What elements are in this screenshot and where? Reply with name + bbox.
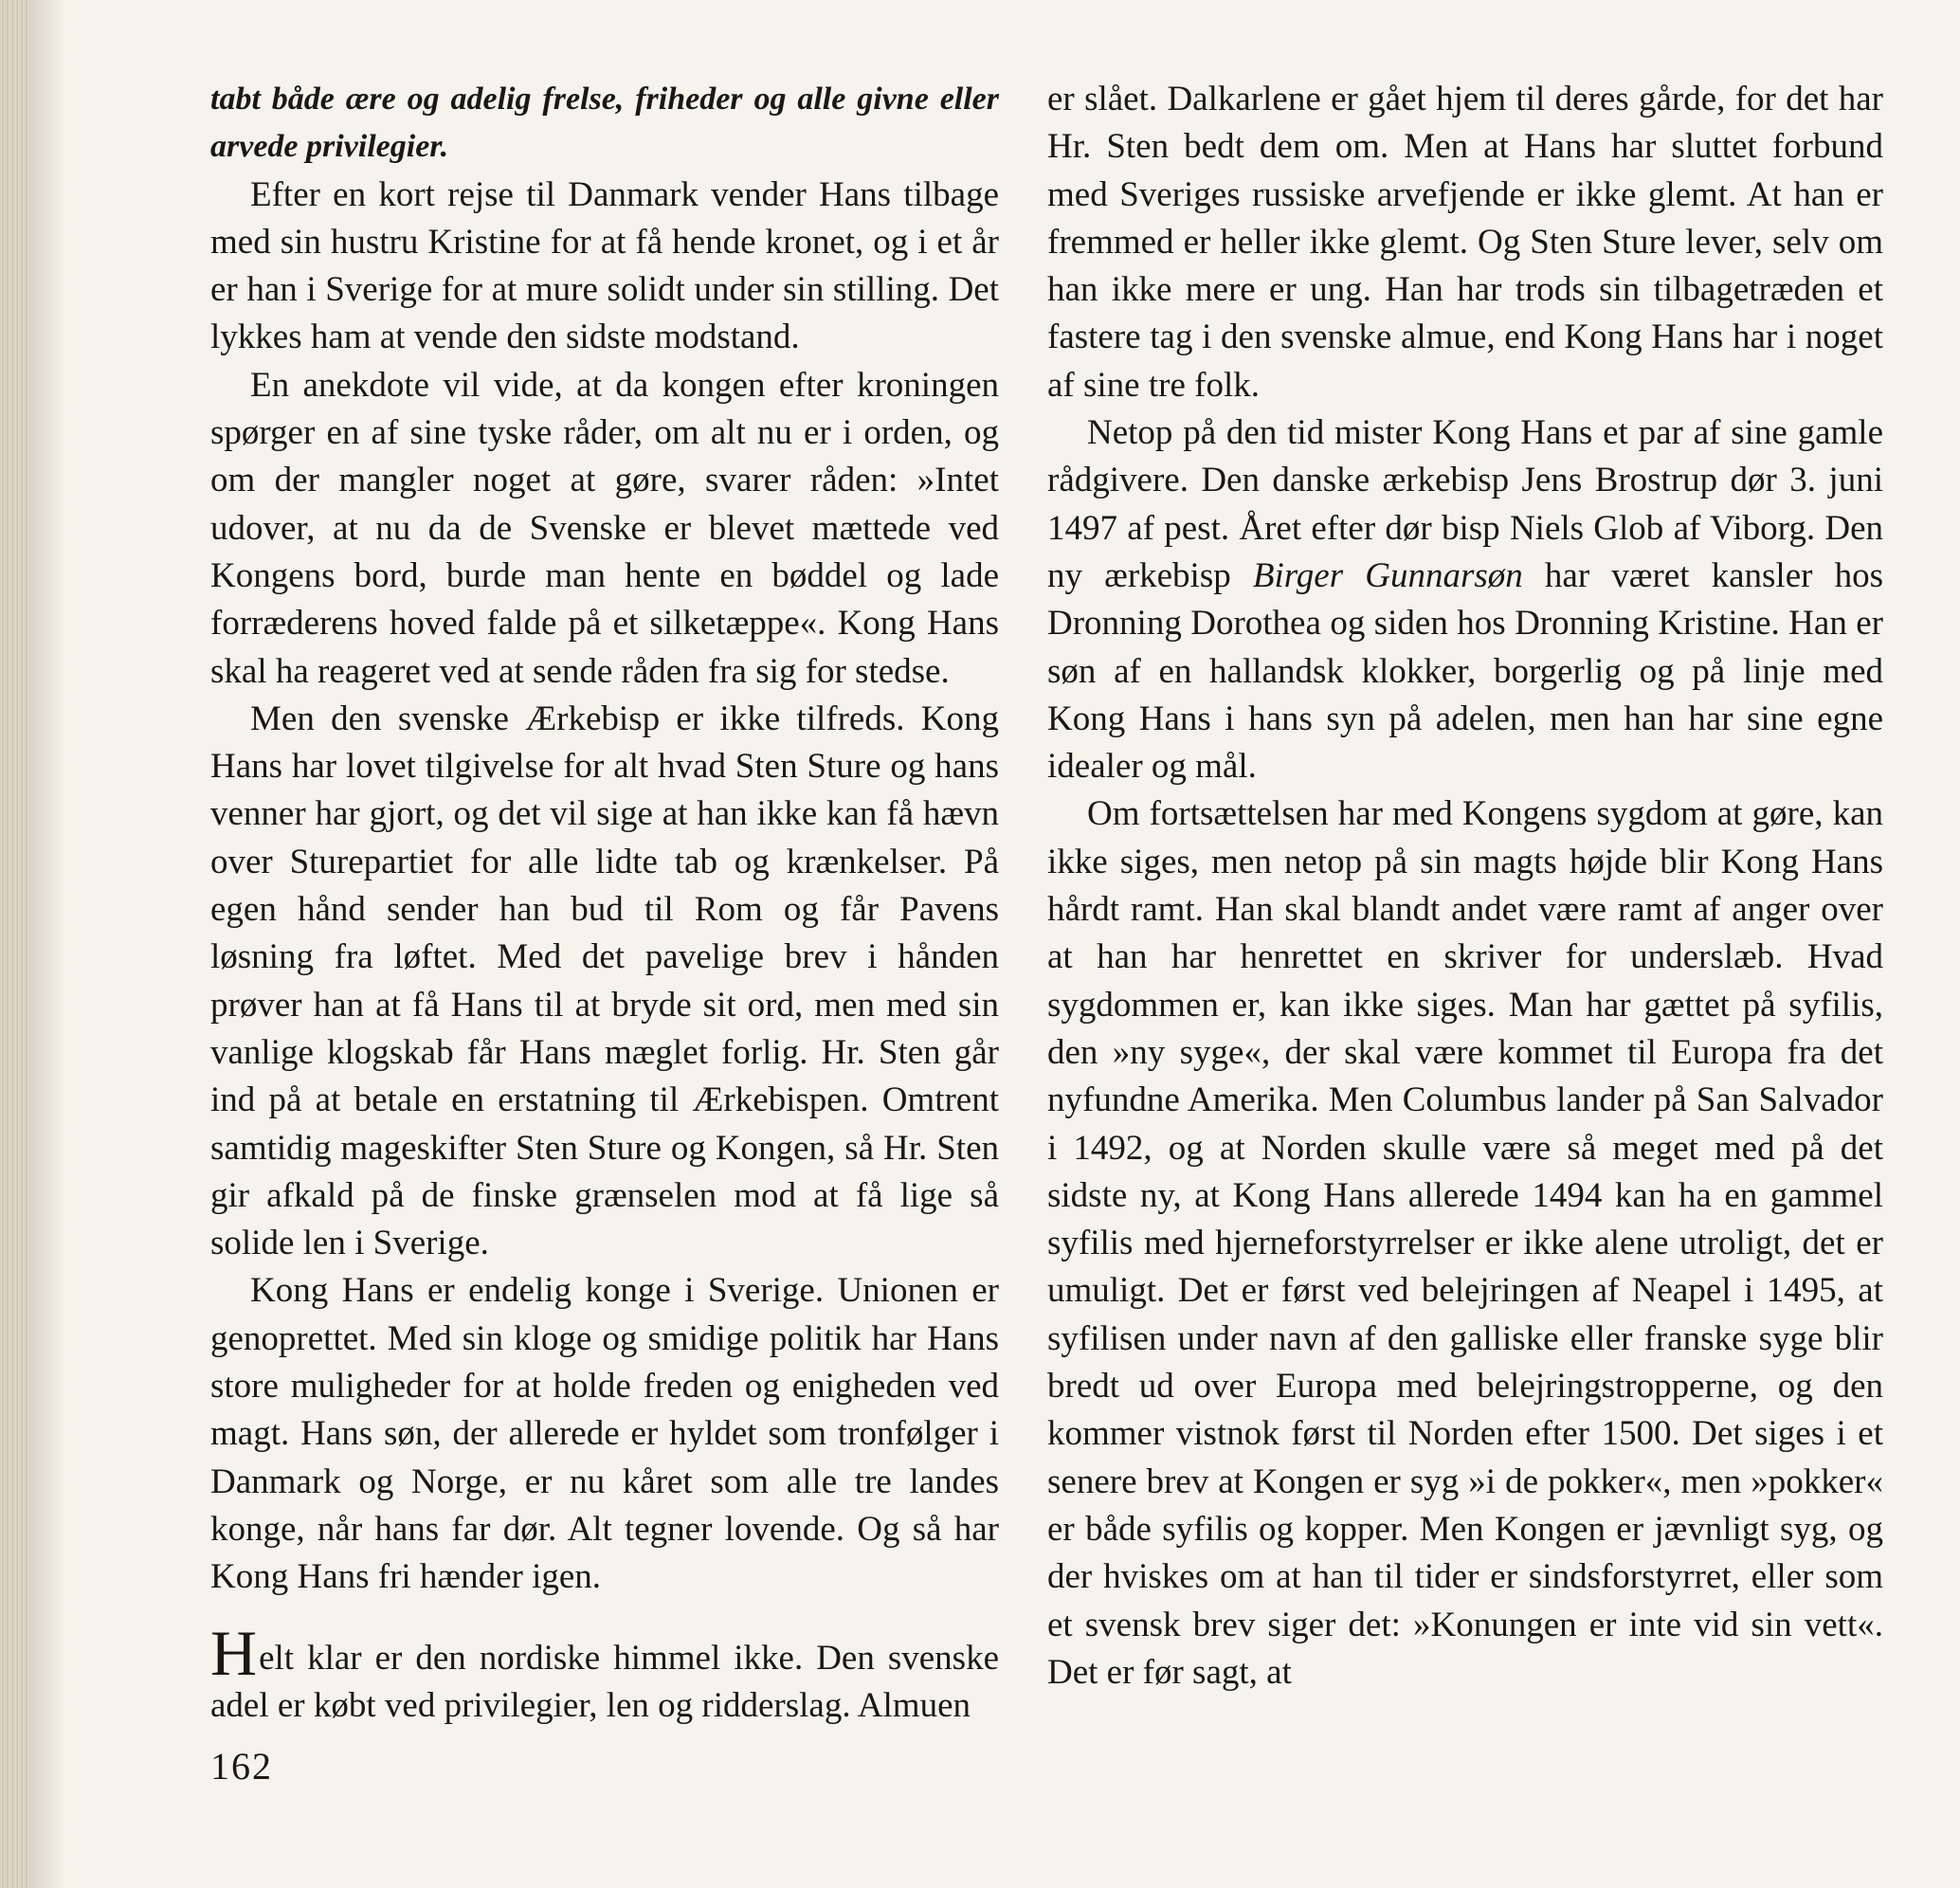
paragraph-text: elt klar er den nordiske himmel ikke. Den svenske adel er købt ved privilegier, len og ridderslag. Almuen (210, 1638, 999, 1725)
paragraph: Men den svenske Ærkebisp er ikke tilfreds. Kong Hans har lovet tilgivelse for alt hvad Sten Sture og hans venner har gjort, og det vil sige at han ikke kan få hævn over Sturepartiet for alle lidte tab og krænkelser. På egen hånd sender han bud til Rom og får Pavens løsning fra løftet. Med det pavelige brev i hånden prøver han at få Hans til at bryde sit ord, men med sin vanlige klogskab får Hans mæglet forlig. Hr. Sten går ind på at betale en erstatning til Ærkebispen. Omtrent samtidig mageskifter Sten Sture og Kongen, så Hr. Sten gir afkald på de finske grænselen mod at få lige så solide len i Sverige. (210, 699, 999, 1263)
drop-cap: H (210, 1616, 258, 1689)
paragraph: En anekdote vil vide, at da kongen efter kroningen spørger en af sine tyske råder, om alt nu er i orden, og om der mangler noget at gøre, svarer råden: »Intet udover, at nu da de Svenske er blevet mættede ved Kongens bord, burde man hente en bøddel og lade forræderens hoved falde på et silketæppe«. Kong Hans skal ha reageret ved at sende råden fra sig for stedse. (210, 365, 999, 691)
right-column (1047, 76, 1883, 1697)
page-number: 162 (210, 1745, 273, 1788)
paragraph-text: har været kansler hos Dronning Dorothea og siden hos Dronning Kristine. Han er søn af en hallandsk klokker, borgerlig og på linje med Kong Hans i hans syn på adelen, men han har sine egne idealer og mål. (1047, 555, 1883, 787)
gutter-shadow (28, 0, 66, 1888)
paragraph: Om fortsættelsen har med Kongens sygdom at gøre, kan ikke siges, men netop på sin magts højde blir Kong Hans hårdt ramt. Han skal blandt andet være ramt af anger over at han har henrettet en skriver for underslæb. Hvad sygdommen er, kan ikke siges. Man har gættet på syfilis, den »ny syge«, der skal være kommet til Europa fra det nyfundne Amerika. Men Columbus lander på San Salvador i 1492, og at Norden skulle være så meget med på det sidste ny, at Kong Hans allerede 1494 kan ha en gammel syfilis med hjerneforstyrrelser er ikke alene utroligt, det er umuligt. Det er først ved belejringen af Neapel i 1495, at syfilisen under navn af den galliske eller franske syge blir bredt ud over Europa med belejringstropperne, og den kommer vistnok først til Norden efter 1500. Det siges i et senere brev at Kongen er syg »i de pokker«, men »pokker« er både syfilis og kopper. Men Kongen er jævnligt syg, og der hviskes om at han til tider er sindsforstyrret, eller som et svensk brev siger det: »Konungen er inte vid sin vett«. Det er før sagt, at (1047, 794, 1883, 1692)
book-page-edge (0, 0, 28, 1888)
paragraph: er slået. Dalkarlene er gået hjem til deres gårde, for det har Hr. Sten bedt dem om. Men at Hans har sluttet forbund med Sveriges russiske arvefjende er ikke glemt. At han er fremmed er heller ikke glemt. Og Sten Sture lever, selv om han ikke mere er ung. Han har trods sin tilbagetræden et fastere tag i den svenske almue, end Kong Hans har i noget af sine tre folk. (1047, 80, 1883, 405)
italic-name: Birger Gunnarsøn (1252, 555, 1523, 595)
section-start-paragraph (210, 1616, 999, 1731)
paragraph-text: Netop på den tid mister Kong Hans et par af sine gamle rådgivere. Den danske ærkebisp Jens Brostrup dør 3. juni 1497 af pest. Året efter dør bisp Niels Glob af Viborg. Den ny ærkebisp (1047, 413, 1883, 595)
intro-italic-text: tabt både ære og adelig frelse, friheder og alle givne eller arvede privilegier. (210, 82, 999, 165)
paragraph: Kong Hans er endelig konge i Sverige. Unionen er genoprettet. Med sin kloge og smidige politik har Hans store muligheder for at holde freden og enigheden ved magt. Hans søn, der allerede er hyldet som tronfølger i Danmark og Norge, er nu kåret som alle tre landes konge, når hans far dør. Alt tegner lovende. Og så har Kong Hans fri hænder igen. (210, 1271, 999, 1597)
paragraph (1047, 409, 1883, 790)
paragraph: Efter en kort rejse til Danmark vender Hans tilbage med sin hustru Kristine for at få hende kronet, og i et år er han i Sverige for at mure solidt under sin stilling. Det lykkes ham at vende den sidste modstand. (210, 174, 999, 357)
left-column (210, 76, 999, 1730)
